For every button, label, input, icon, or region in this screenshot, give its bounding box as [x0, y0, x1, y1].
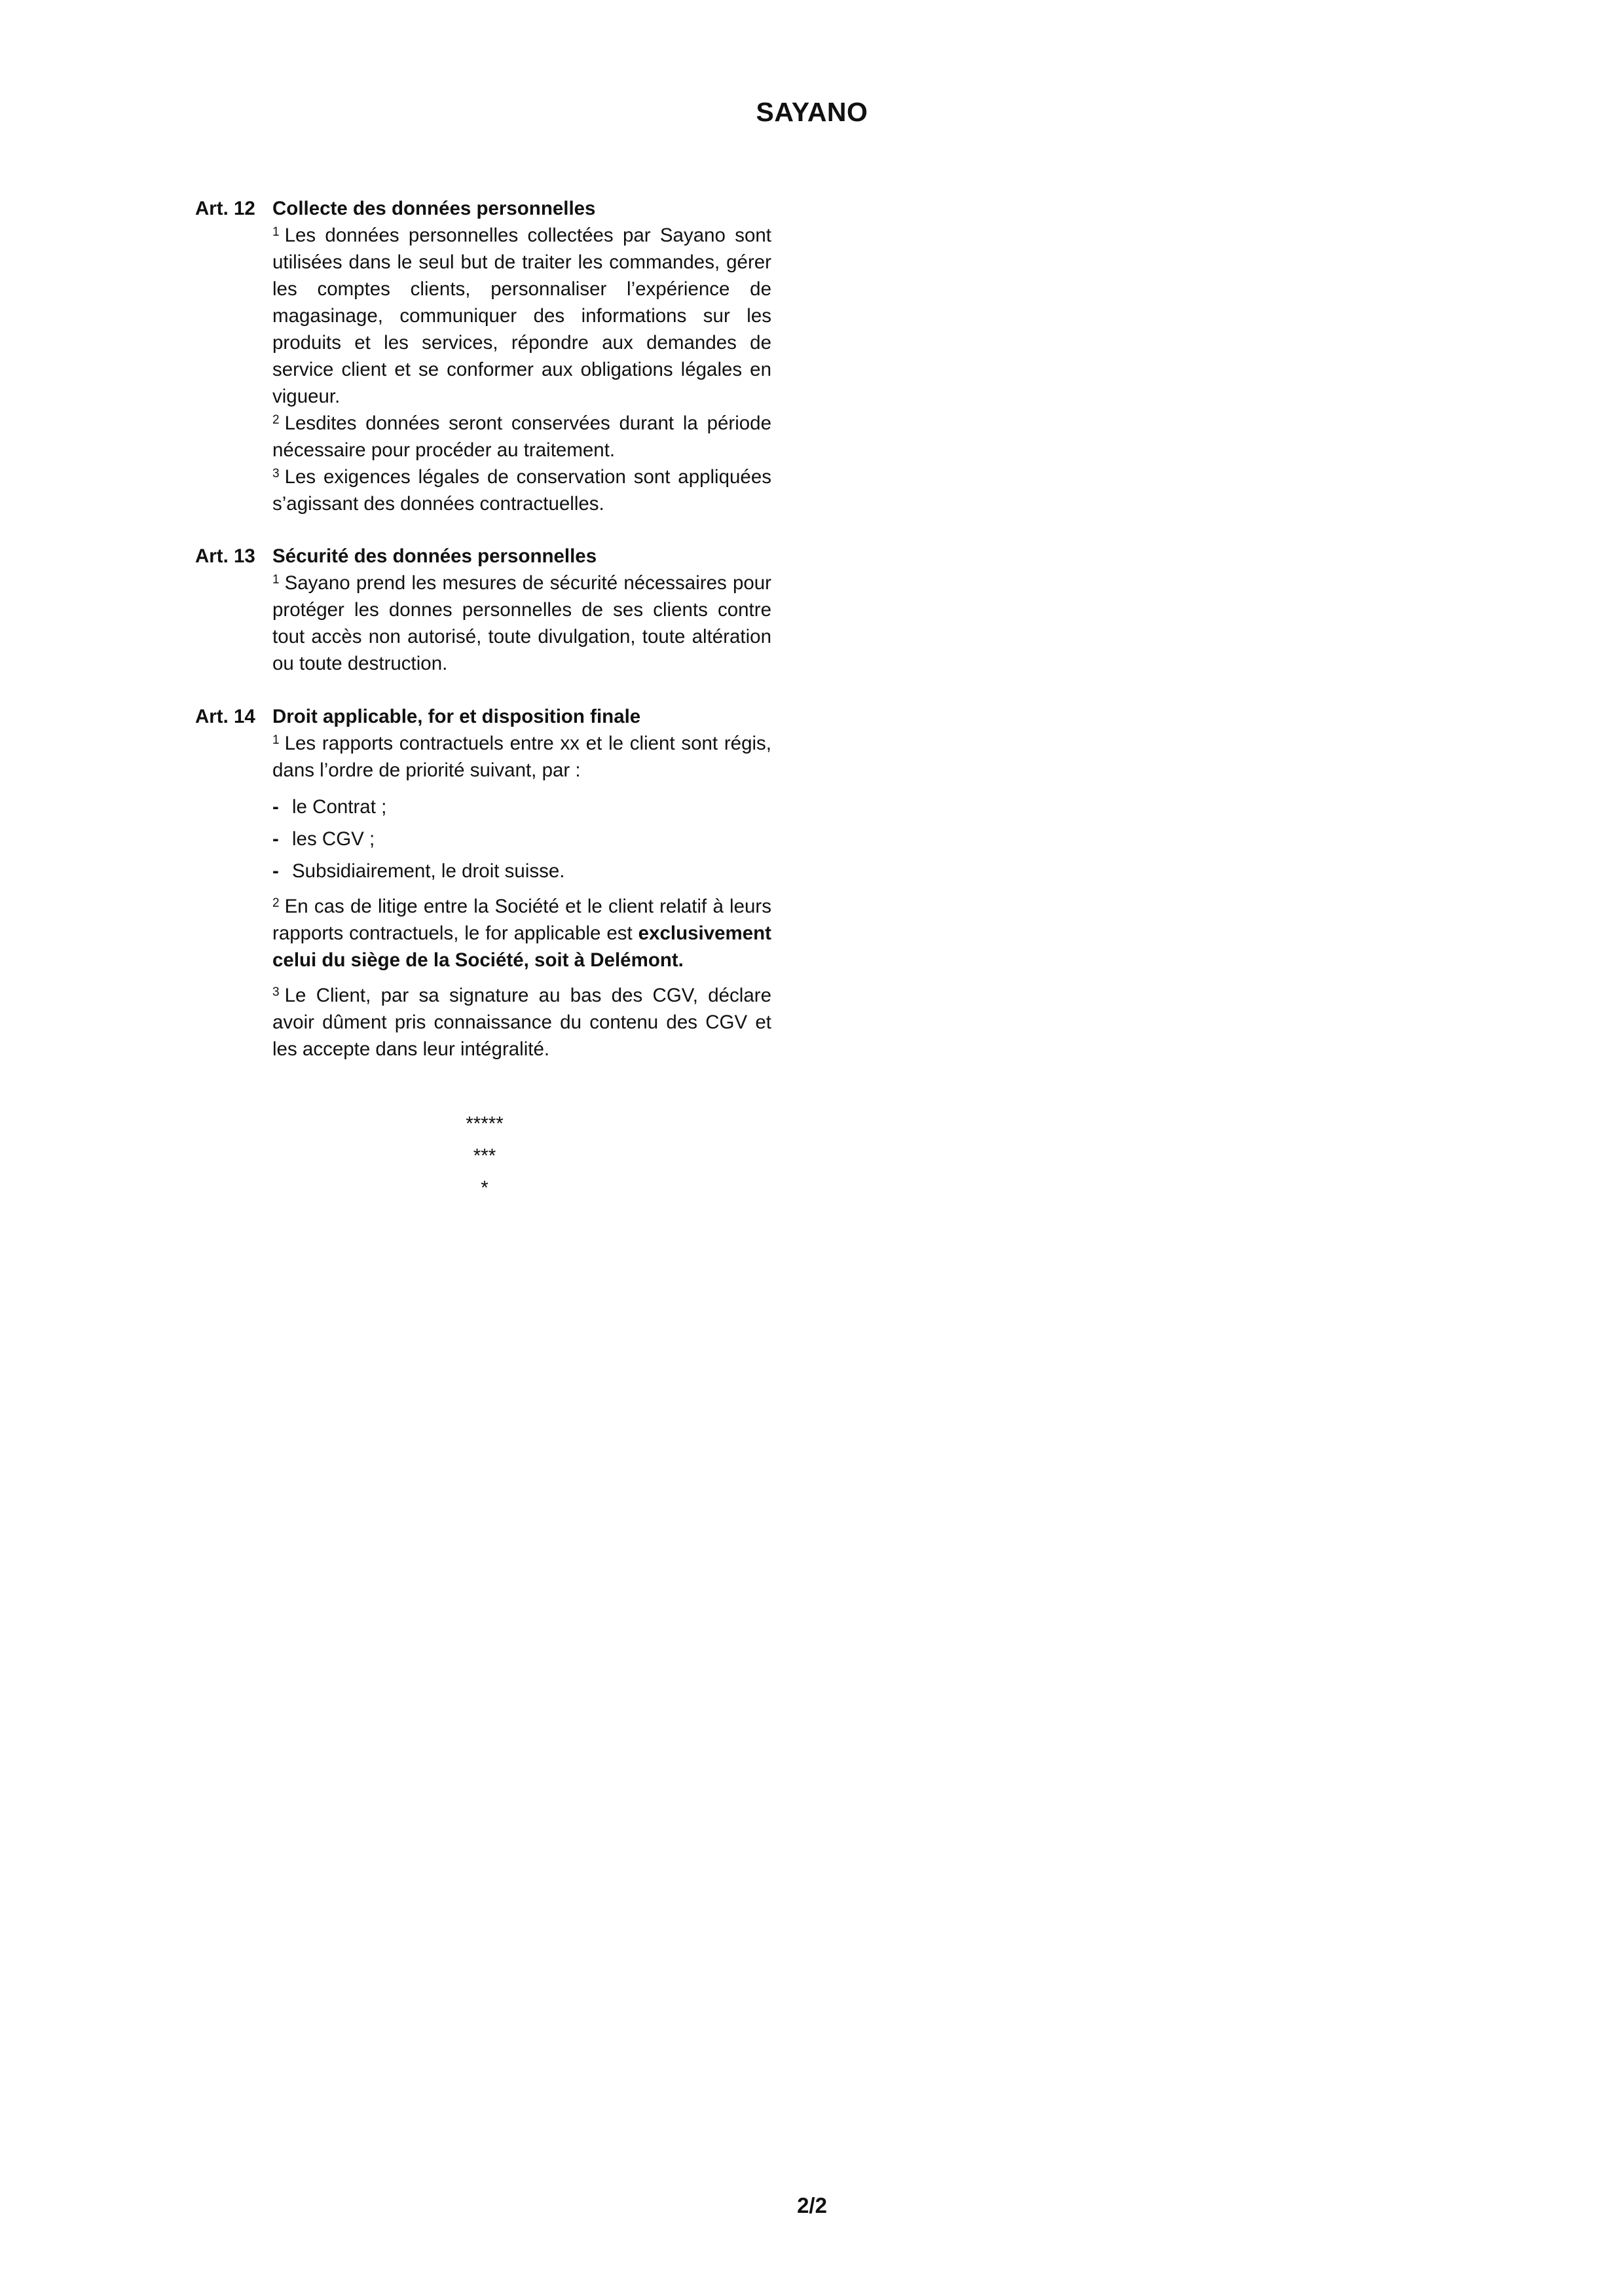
closing-stars-2: *** — [473, 1145, 496, 1167]
list-dash: - — [272, 828, 279, 850]
article-title: Collecte des données personnelles — [272, 198, 596, 219]
list-item-text: Subsidiairement, le droit suisse. — [292, 860, 565, 882]
list-item — [272, 826, 771, 852]
closing-stars-1: ***** — [466, 1113, 504, 1135]
paragraph-text: Sayano prend les mesures de sécurité nécessaires pour protéger les donnes personnelles de ses clients contre tout accès non autorisé, toute divulgation, toute altération ou toute destruction. — [272, 572, 771, 674]
article-number: Art. 13 — [195, 545, 255, 567]
paragraph-text: Les rapports contractuels entre xx et le client sont régis, dans l’ordre de priorité suivant, par : — [272, 733, 771, 781]
paragraph — [272, 730, 771, 784]
paragraph — [272, 464, 771, 517]
article-heading — [195, 543, 771, 570]
paragraph — [272, 222, 771, 410]
article-heading — [195, 195, 771, 222]
paragraph-bold-text: exclusivement celui du siège de la Société, soit à Delémont. — [272, 922, 771, 971]
paragraph — [272, 893, 771, 974]
list-item — [272, 858, 771, 884]
list-item-text: le Contrat ; — [292, 796, 387, 818]
paragraph-number: 1 — [272, 573, 280, 587]
paragraph-number: 1 — [272, 733, 280, 747]
paragraph-number: 1 — [272, 225, 280, 239]
article-14 — [195, 703, 771, 1063]
article-number: Art. 14 — [195, 706, 255, 727]
list-dash: - — [272, 860, 279, 882]
article-heading — [195, 703, 771, 730]
paragraph-text: En cas de litige entre la Société et le client relatif à leurs rapports contractuels, le for applicable est — [272, 896, 771, 944]
list-item-text: les CGV ; — [292, 828, 375, 850]
paragraph-text: Lesdites données seront conservées durant la période nécessaire pour procéder au traitement. — [272, 412, 771, 461]
paragraph-number: 2 — [272, 413, 280, 427]
paragraph-text: Les exigences légales de conservation sont appliquées s’agissant des données contractuelles. — [272, 466, 771, 515]
paragraph-number: 3 — [272, 467, 280, 481]
article-title: Droit applicable, for et disposition finale — [272, 706, 641, 727]
article-title: Sécurité des données personnelles — [272, 545, 597, 567]
list-item — [272, 793, 771, 820]
paragraph — [272, 982, 771, 1063]
article-13 — [195, 543, 771, 677]
priority-list — [272, 793, 771, 884]
article-number: Art. 12 — [195, 198, 255, 219]
page-number: 2/2 — [797, 2193, 827, 2217]
article-12 — [195, 195, 771, 517]
paragraph-number: 3 — [272, 985, 280, 999]
paragraph-number: 2 — [272, 896, 280, 910]
list-dash: - — [272, 796, 279, 818]
paragraph-text: Les données personnelles collectées par Sayano sont utilisées dans le seul but de traiter les commandes, gérer les comptes clients, personnaliser l’expérience de magasinage, communiquer des informations sur les produits et les services, répondre aux demandes de service client et se conformer aux obligations légales en vigueur. — [272, 225, 771, 407]
paragraph — [272, 570, 771, 677]
paragraph-text: Le Client, par sa signature au bas des CGV, déclare avoir dûment pris connaissance du contenu des CGV et les accepte dans leur intégralité. — [272, 985, 771, 1060]
closing-stars-3: * — [481, 1177, 489, 1199]
paragraph — [272, 410, 771, 464]
document-title: SAYANO — [756, 97, 868, 127]
